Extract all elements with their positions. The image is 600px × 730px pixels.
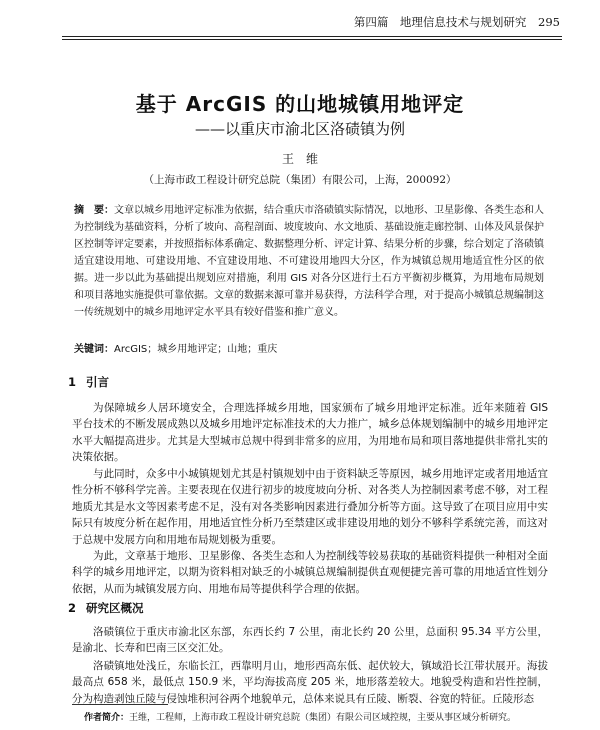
section-title: 引言 xyxy=(86,375,110,389)
header-rule xyxy=(62,36,562,40)
keywords-text: ArcGIS；城乡用地评定；山地；重庆 xyxy=(114,344,278,355)
section-heading-study-area xyxy=(68,600,144,616)
study-area-paragraph-2: 洛碛镇地处浅丘，东临长江，西靠明月山，地形西高东低、起伏较大，镇域沿长江带状展开。海拔最高点 658 米，最低点 150.9 米，平均海拔高度 205 米，地形落差较大。地貌受构造和岩性控制，分为构造剥蚀丘陵与侵蚀堆积河谷两个地貌单元，总体来说具有丘陵、断裂、谷宽的特征。丘陵形态 xyxy=(72,660,548,705)
intro-paragraph-3: 为此，文章基于地形、卫星影像、各类生态和人为控制线等较易获取的基础资料提供一种相对全面科学的城乡用地评定，以期为资料相对缺乏的小城镇总规编制提供直观便捷完善可靠的用地适宜性划分依据，从而为城镇发展方向、用地布局等提供科学合理的依据。 xyxy=(72,550,548,595)
footnote-text: 王维，工程师，上海市政工程设计研究总院（集团）有限公司区域控规，主要从事区域分析研究。 xyxy=(129,713,517,723)
paper-title: 基于 ArcGIS 的山地城镇用地评定 xyxy=(135,92,465,116)
running-header xyxy=(354,14,560,30)
footnote-label: 作者简介： xyxy=(84,713,130,723)
footnote-rule xyxy=(72,704,168,705)
section-heading-intro xyxy=(68,374,109,390)
abstract-text: 文章以城乡用地评定标准为依据，结合重庆市洛碛镇实际情况，以地形、卫星影像、各类生态和人为控制线为基础资料，分析了坡向、高程剖面、坡度坡向、水文地质、基础设施走廊控制、山体及风景保护区控制等评定要素，并按照指标体系确定、数据整理分析、评定计算、结果分析的步骤，综合划定了洛碛镇适宜建设用地、可建设用地、不宜建设用地、不可建设用地四大分区，作为城镇总规用地适宜性分区的依据。进一步以此为基础提出规划应对措施，利用 GIS 对各分区进行土石方平衡初步概算，为用地布局规划和项目落地实施提供可靠依据。文章的数据来源可靠并易获得，方法科学合理，对于提高小城镇总规编制这一传统规划中的城乡用地评定水平具有较好借鉴和推广意义。 xyxy=(74,205,544,318)
section-number: 1 xyxy=(68,375,77,389)
study-area-paragraph-1: 洛碛镇位于重庆市渝北区东部，东西长约 7 公里，南北长约 20 公里，总面积 95.34 平方公里，是渝北、长寿和巴南三区交汇处。 xyxy=(72,626,548,655)
intro-paragraph-1: 为保障城乡人居环境安全，合理选择城乡用地，国家颁布了城乡用地评定标准。近年来随着 GIS 平台技术的不断发展成熟以及城乡用地评定标准技术的大力推广，城乡总体规划编制中的城乡用地评定水平大幅提高进步。尤其是大型城市总规中得到非常多的应用，为用地布局和项目落地提供非常扎实的决策依据。 xyxy=(72,402,548,464)
author-affiliation: （上海市政工程设计研究总院（集团）有限公司，上海，200092） xyxy=(143,174,457,186)
author-footnote xyxy=(84,710,516,723)
keywords xyxy=(74,340,277,355)
abstract-label: 摘 要： xyxy=(74,205,114,216)
intro-paragraph-2: 与此同时，众多中小城镇规划尤其是村镇规划中由于资料缺乏等原因，城乡用地评定或者用地适宜性分析不够科学完善。主要表现在仅进行初步的坡度坡向分析、对各类人为控制因素考虑不够，对工程地质尤其是水文等因素考虑不足，没有对各类影响因素进行叠加分析等方面。这导致了在项目应用中实际只有坡度分析在起作用，用地适宜性分析乃至禁建区或非建设用地的划分不够科学系统完善，而这对于总规中发展方向和用地布局规划极为重要。 xyxy=(72,468,548,546)
paper-subtitle: ——以重庆市渝北区洛碛镇为例 xyxy=(194,120,405,138)
keywords-label: 关键词： xyxy=(74,344,114,355)
section-number: 2 xyxy=(68,601,77,615)
abstract xyxy=(74,202,544,321)
author-name: 王 维 xyxy=(281,152,318,166)
page-number: 295 xyxy=(538,15,560,29)
running-title: 第四篇 地理信息技术与规划研究 xyxy=(353,15,527,29)
section-title: 研究区概况 xyxy=(86,601,144,615)
